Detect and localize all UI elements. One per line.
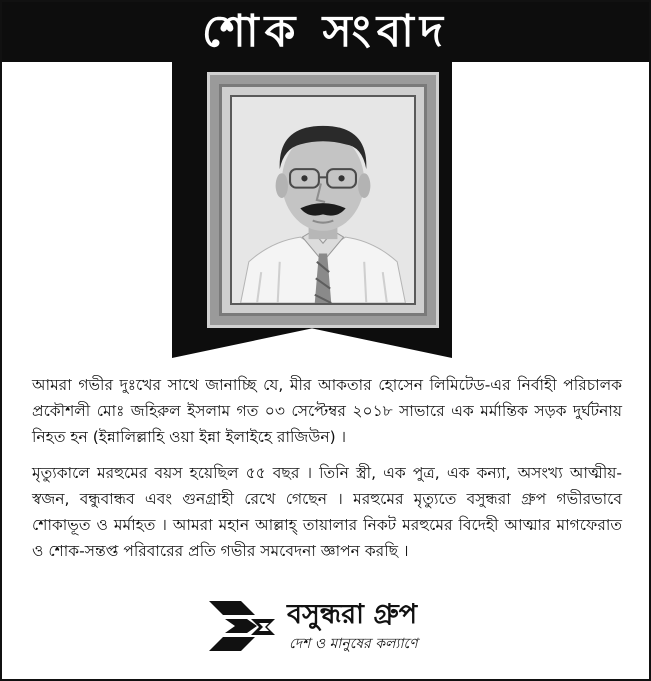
portrait-photo [232, 97, 414, 303]
notice-body [32, 372, 622, 574]
portrait-frame [207, 72, 439, 328]
notice-paragraph-2: মৃত্যুকালে মরহুমের বয়স হয়েছিল ৫৫ বছর । তিনি স্ত্রী, এক পুত্র, এক কন্যা, অসংখ্য আত্মীয়-স্বজন, বন্ধুবান্ধব এবং গুনগ্রাহী রেখে গেছেন । মরহুমের মৃত্যুতে বসুন্ধরা গ্রুপ গভীরভাবে শোকাভূত ও মর্মাহত । আমরা মহান আল্লাহ্ তায়ালার নিকট মরহুমের বিদেহী আত্মার মাগফেরাত ও শোক-সন্তপ্ত পরিবারের প্রতি গভীর সমবেদনা জ্ঞাপন করছি । [32, 464, 622, 560]
portrait-frame-inner [219, 84, 427, 316]
company-signature [207, 597, 487, 667]
notice-paragraph-1: আমরা গভীর দুঃখের সাথে জানাচ্ছি যে, মীর আকতার হোসেন লিমিটেড-এর নির্বাহী পরিচালক প্রকৌশলী মোঃ জহিরুল ইসলাম গত ০৩ সেপ্টেম্বর ২০১৮ সাভারে এক মর্মান্তিক সড়ক দুর্ঘটনায় নিহত হন (ইন্নালিল্লাহি ওয়া ইন্না ইলাইহে রাজিউন) । [32, 376, 622, 446]
page-title: শোক সংবাদ [201, 6, 450, 57]
bashundhara-logo-icon [207, 597, 277, 655]
company-name: বসুন্ধরা গ্রুপ [287, 599, 418, 630]
company-tagline: দেশ ও মানুষের কল্যাণে [289, 636, 418, 652]
title-banner [2, 2, 649, 62]
portrait-mat [230, 95, 416, 305]
